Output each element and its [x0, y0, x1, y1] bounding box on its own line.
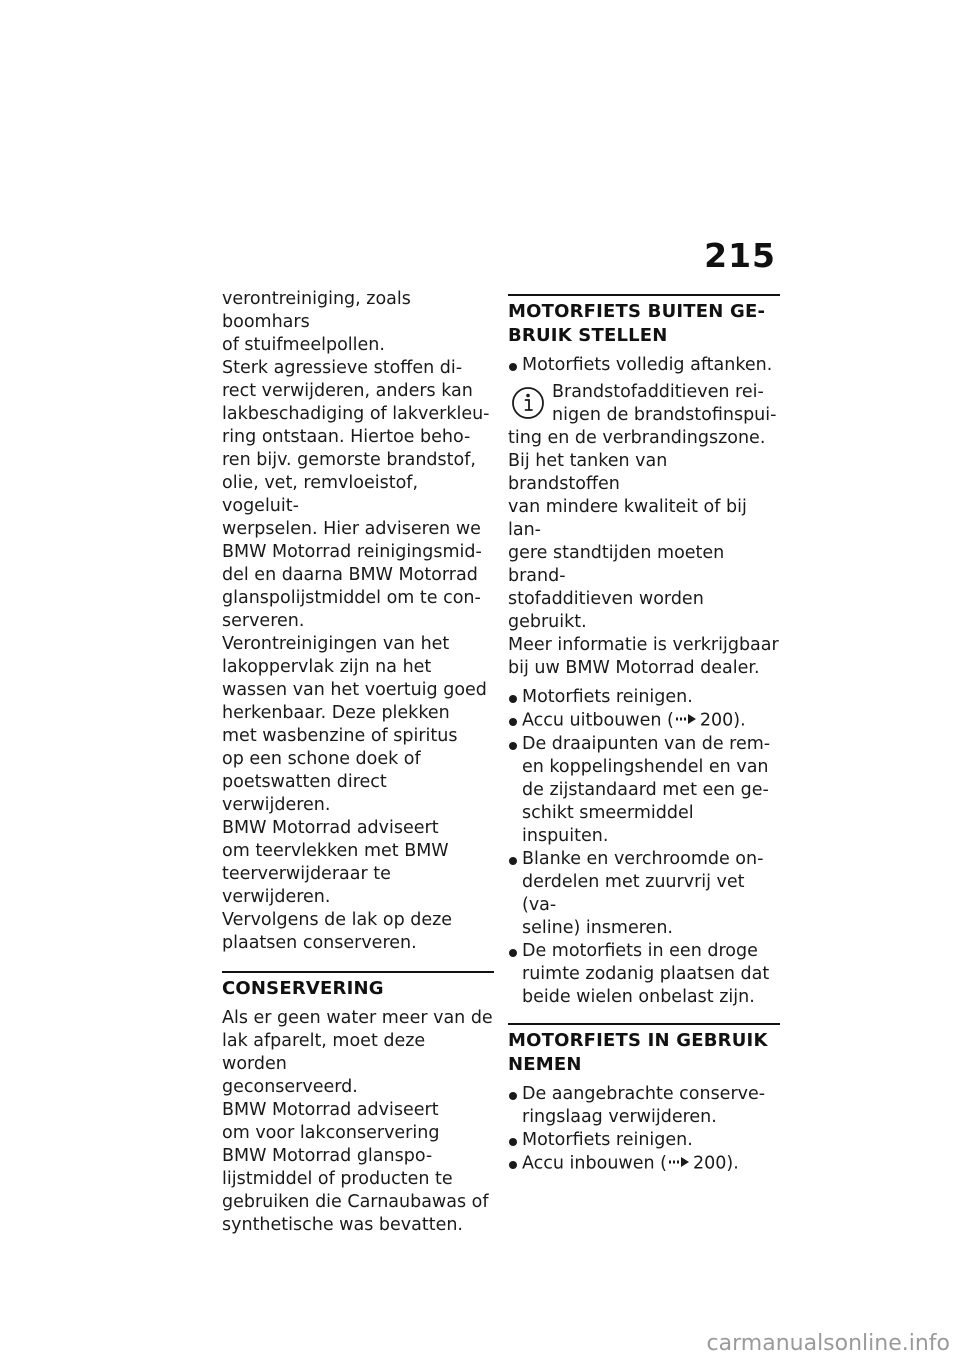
accu-text: Accu inbouwen ( — [522, 1153, 667, 1173]
info-text-rest: ting en de verbrandingszone. Bij het tanken van brandstoffen van mindere kwaliteit of bij lan- gere standtijden moeten brand- stofadditieven worden gebruikt. Meer informatie is verkrijgbaar bij uw BMW Motorrad dealer. — [508, 428, 779, 678]
watermark: carmanualsonline.info — [706, 1331, 950, 1356]
right-column — [508, 294, 780, 1175]
page-number: 215 — [704, 236, 776, 275]
section-divider — [508, 1023, 780, 1025]
bullet-list — [508, 354, 780, 377]
list-item: Blanke en verchroomde on- derdelen met zuurvrij vet (va- seline) insmeren. — [508, 848, 780, 940]
paragraph-aggressive-substances: Sterk agressieve stoffen di- rect verwijderen, anders kan lakbeschadiging of lakverkleu- ring ontstaan. Hiertoe beho- ren bijv. gemorste brandstof, olie, vet, remvloeistof, vogeluit- werpselen. Hier adviseren we BMW Motorrad reinigingsmid- del en daarna BMW Motorrad glanspolijstmiddel om te con- serveren. — [222, 358, 490, 631]
list-item: Motorfiets volledig aftanken. — [508, 354, 780, 377]
paragraph-contamination-removal: Verontreinigingen van het lakoppervlak zijn na het wassen van het voertuig goed herkenbaar. Deze plekken met wasbenzine of spiritus op een schone doek of poetswatten direct verwijderen. — [222, 634, 487, 815]
list-item: De draaipunten van de rem- en koppelingshendel en van de zijstandaard met een ge- schikt smeermiddel inspuiten. — [508, 733, 780, 848]
page-ref-arrow-icon — [669, 1152, 691, 1175]
bullet-list — [508, 686, 780, 1009]
section-heading-buiten-gebruik: MOTORFIETS BUITEN GE- BRUIK STELLEN — [508, 301, 766, 346]
page-reference[interactable]: 200). — [699, 710, 746, 731]
list-item — [508, 709, 780, 733]
info-text-first: Brandstofadditieven rei- nigen de brandstofinspui- — [552, 382, 777, 425]
list-item: Motorfiets reinigen. — [508, 1129, 780, 1152]
list-item — [508, 1152, 780, 1176]
page-reference[interactable]: 200). — [692, 1153, 739, 1173]
left-column — [222, 288, 494, 1237]
info-icon — [510, 385, 546, 425]
bullet-list — [508, 1083, 780, 1176]
paragraph-conservering-2: BMW Motorrad adviseert om voor lakconservering BMW Motorrad glanspo- lijstmiddel of producten te gebruiken die Carnaubawas of synthetische was bevatten. — [222, 1100, 489, 1235]
section-divider — [508, 294, 780, 296]
section-heading-conservering: CONSERVERING — [222, 978, 384, 999]
paragraph-contamination: verontreiniging, zoals boomhars of stuifmeelpollen. — [222, 289, 411, 355]
list-item: De aangebrachte conserve- ringslaag verwijderen. — [508, 1083, 780, 1129]
accu-text: Accu uitbouwen ( — [522, 710, 674, 731]
paragraph-conservering-1: Als er geen water meer van de lak afparelt, moet deze worden geconserveerd. — [222, 1008, 493, 1097]
info-note — [508, 381, 780, 680]
list-item: Motorfiets reinigen. — [508, 686, 780, 709]
paragraph-tar-spots: BMW Motorrad adviseert om teervlekken met BMW teerverwijderaar te verwijderen. Vervolgens de lak op deze plaatsen conserveren. — [222, 818, 453, 953]
section-divider — [222, 971, 494, 973]
page-ref-arrow-icon — [676, 709, 698, 732]
list-item: De motorfiets in een droge ruimte zodanig plaatsen dat beide wielen onbelast zijn. — [508, 940, 780, 1009]
section-heading-in-gebruik: MOTORFIETS IN GEBRUIK NEMEN — [508, 1029, 768, 1075]
